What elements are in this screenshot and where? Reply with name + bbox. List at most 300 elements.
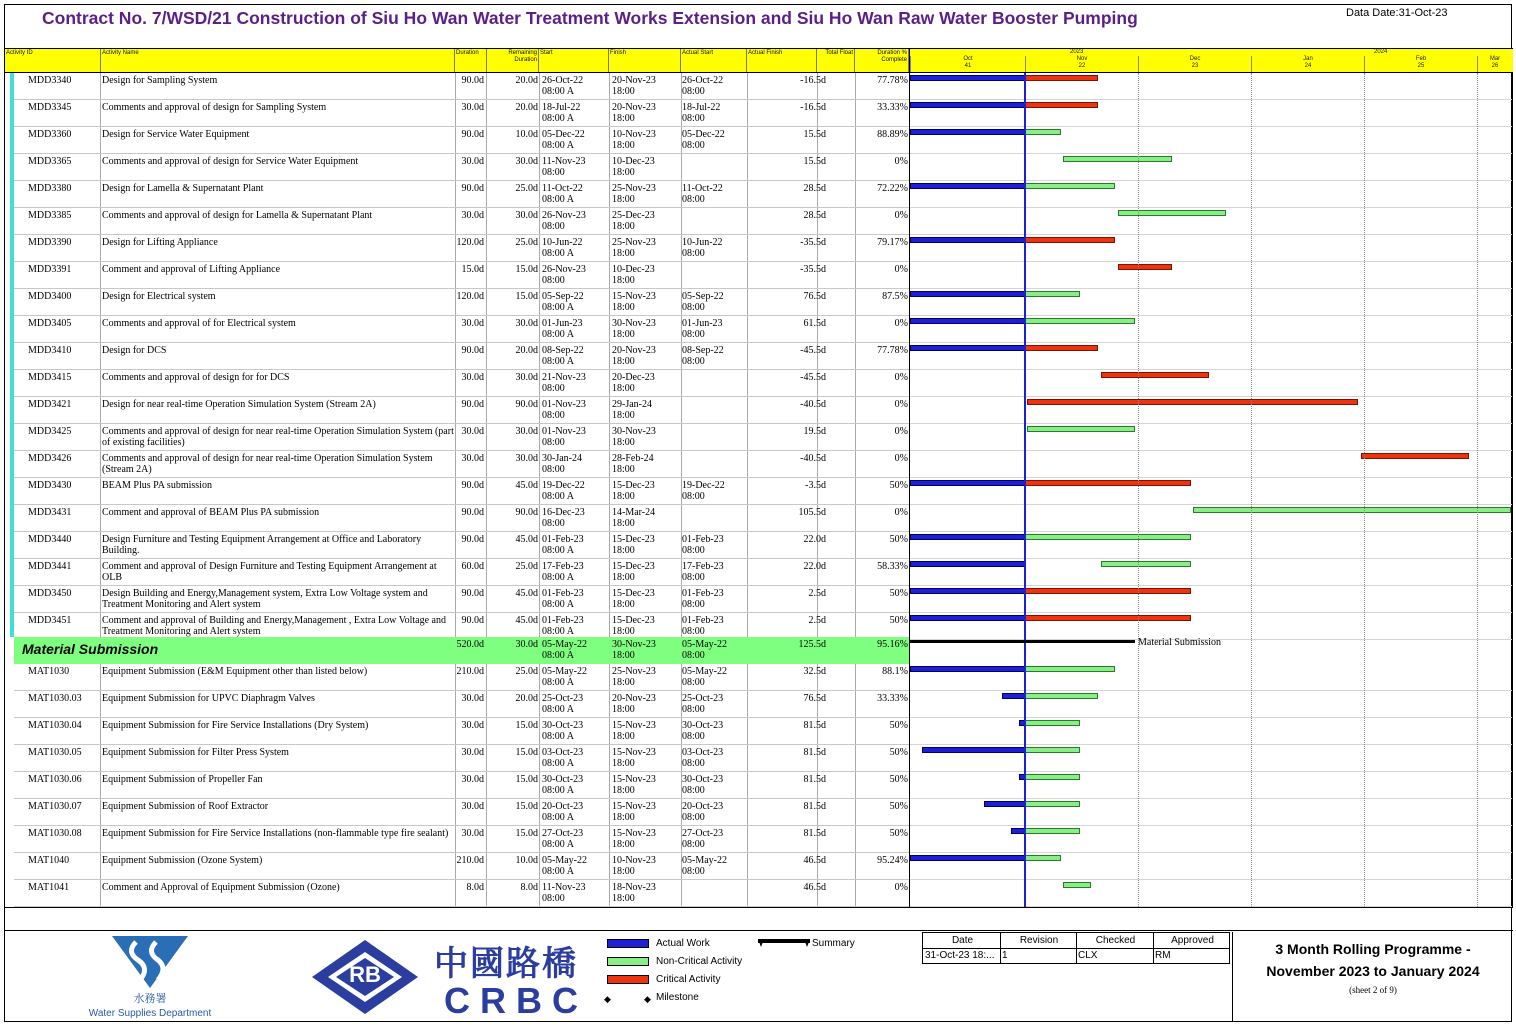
- duration: 90.0d: [461, 129, 484, 140]
- duration-pct: 88.89%: [877, 129, 908, 140]
- actual-work-bar[interactable]: [1002, 693, 1025, 699]
- tb-revision-value: 1: [1000, 948, 1077, 964]
- critical-activity-bar[interactable]: [1027, 399, 1358, 405]
- gantt-row-line: [910, 612, 1512, 613]
- month-gridline: [1251, 73, 1252, 907]
- duration-pct: 0%: [894, 318, 908, 329]
- activity-name: Equipment Submission (E&M Equipment other than listed below): [102, 666, 368, 677]
- total-float: 81.5d: [803, 801, 826, 812]
- duration-pct: 0%: [894, 156, 908, 167]
- table-row[interactable]: [14, 880, 909, 907]
- start: 21-Nov-23 08:00: [542, 372, 586, 394]
- activity-id: MAT1030: [28, 666, 70, 677]
- table-row[interactable]: [14, 664, 909, 691]
- wsd-english: Water Supplies Department: [88, 1008, 212, 1019]
- table-row[interactable]: [14, 262, 909, 289]
- duration: 30.0d: [461, 747, 484, 758]
- milestone-diamond-icon: ◆: [604, 994, 611, 1004]
- activity-id: MAT1030.03: [28, 693, 82, 704]
- total-float: -35.5d: [800, 264, 826, 275]
- activity-id: MDD3421: [28, 399, 72, 410]
- remaining-duration: 15.0d: [515, 720, 538, 731]
- actual-start: 01-Feb-23 08:00: [682, 588, 724, 610]
- non-critical-activity-bar[interactable]: [1025, 129, 1061, 135]
- activity-name: Design for Lifting Appliance: [102, 237, 218, 248]
- activity-name: Design Building and Energy,Management system, Extra Low Voltage system and Treatment Monitoring and Alert system: [102, 588, 428, 610]
- gantt-row-line: [910, 207, 1512, 208]
- activity-id: MDD3385: [28, 210, 72, 221]
- finish: 15-Nov-23 18:00: [612, 747, 656, 769]
- month-gridline: [1138, 73, 1139, 907]
- table-row[interactable]: [14, 154, 909, 181]
- remaining-duration: 25.0d: [515, 237, 538, 248]
- sheet-number: (sheet 2 of 9): [1349, 985, 1397, 995]
- col-duration[interactable]: Duration: [455, 49, 487, 72]
- table-row[interactable]: [14, 718, 909, 745]
- finish: 10-Nov-23 18:00: [612, 129, 656, 151]
- actual-start: 30-Oct-23 08:00: [682, 774, 724, 796]
- duration-pct: 77.78%: [877, 75, 908, 86]
- duration: 90.0d: [461, 480, 484, 491]
- summary-bar: [910, 640, 1135, 643]
- summary-duration: 520.0d: [456, 639, 484, 650]
- activity-name: Equipment Submission for Filter Press System: [102, 747, 289, 758]
- table-row[interactable]: [14, 826, 909, 853]
- gantt-row-line: [910, 531, 1512, 532]
- activity-id: MDD3360: [28, 129, 72, 140]
- table-row[interactable]: [14, 343, 909, 370]
- gantt-row-line: [910, 477, 1512, 478]
- col-start[interactable]: Start: [539, 49, 609, 72]
- col-total-float[interactable]: Total Float: [817, 49, 855, 72]
- non-critical-activity-bar[interactable]: [1025, 855, 1061, 861]
- activity-name: Comment and approval of Lifting Appliance: [102, 264, 281, 275]
- table-row[interactable]: [14, 772, 909, 799]
- duration-pct: 77.78%: [877, 345, 908, 356]
- start: 30-Jan-24 08:00: [542, 453, 582, 475]
- actual-start: 10-Jun-22 08:00: [682, 237, 723, 259]
- summary-row-material-submission[interactable]: [14, 637, 909, 664]
- col-finish[interactable]: Finish: [609, 49, 681, 72]
- remaining-duration: 15.0d: [515, 828, 538, 839]
- gantt-row-line: [910, 99, 1512, 100]
- total-float: 28.5d: [803, 183, 826, 194]
- activity-name: Design Furniture and Testing Equipment Arrangement at Office and Laboratory Building.: [102, 534, 422, 556]
- actual-start: 18-Jul-22 08:00: [682, 102, 721, 124]
- total-float: 76.5d: [803, 693, 826, 704]
- duration-pct: 50%: [889, 774, 908, 785]
- table-row[interactable]: [14, 559, 909, 586]
- total-float: -40.5d: [800, 453, 826, 464]
- legend-milestone-label: Milestone: [656, 992, 699, 1003]
- remaining-duration: 25.0d: [515, 561, 538, 572]
- start: 27-Oct-23 08:00 A: [542, 828, 584, 850]
- activity-name: Comment and approval of Design Furniture and Testing Equipment Arrangement at OLB: [102, 561, 437, 583]
- actual-work-bar[interactable]: [910, 615, 1025, 621]
- start: 11-Oct-22 08:00 A: [542, 183, 583, 205]
- table-row[interactable]: [14, 799, 909, 826]
- activity-name: Comments and approval of design for Service Water Equipment: [102, 156, 359, 167]
- non-critical-activity-bar[interactable]: [1063, 882, 1090, 888]
- actual-start: 05-Dec-22 08:00: [682, 129, 725, 151]
- finish: 20-Nov-23 18:00: [612, 345, 656, 367]
- page-title: Contract No. 7/WSD/21 Construction of Siu Ho Wan Water Treatment Works Extension and Siu Ho Wan Raw Water Booster Pumping: [42, 8, 1138, 28]
- non-critical-activity-bar[interactable]: [1025, 534, 1191, 540]
- gantt-area: [909, 73, 1513, 907]
- non-critical-activity-bar[interactable]: [1025, 801, 1080, 807]
- finish: 15-Nov-23 18:00: [612, 774, 656, 796]
- table-row[interactable]: [14, 613, 909, 640]
- non-critical-activity-bar[interactable]: [1063, 156, 1171, 162]
- start: 19-Dec-22 08:00 A: [542, 480, 585, 502]
- critical-activity-bar[interactable]: [1101, 372, 1209, 378]
- activity-name: Equipment Submission of Propeller Fan: [102, 774, 263, 785]
- table-row[interactable]: [14, 853, 909, 880]
- duration-pct: 50%: [889, 534, 908, 545]
- finish: 20-Nov-23 18:00: [612, 693, 656, 715]
- activity-name: Comments and approval of design for for DCS: [102, 372, 290, 383]
- start: 01-Jun-23 08:00 A: [542, 318, 583, 340]
- total-float: 61.5d: [803, 318, 826, 329]
- activity-name: Design for Service Water Equipment: [102, 129, 250, 140]
- gantt-row-line: [910, 690, 1512, 691]
- gantt-row-line: [910, 825, 1512, 826]
- col-remaining[interactable]: Remaining Duration: [487, 49, 539, 72]
- actual-work-bar[interactable]: [910, 345, 1025, 351]
- actual-work-bar[interactable]: [922, 747, 1026, 753]
- start: 18-Jul-22 08:00 A: [542, 102, 581, 124]
- non-critical-activity-bar[interactable]: [1025, 183, 1115, 189]
- col-duration-pct[interactable]: Duration % Complete: [855, 49, 909, 72]
- remaining-duration: 45.0d: [515, 480, 538, 491]
- activity-id: MAT1041: [28, 882, 70, 893]
- gantt-row-line: [910, 450, 1512, 451]
- actual-start: 05-May-22 08:00: [682, 855, 727, 877]
- non-critical-activity-bar[interactable]: [1025, 747, 1080, 753]
- rb-text: RB: [349, 962, 381, 987]
- start: 25-Oct-23 08:00 A: [542, 693, 584, 715]
- gantt-row-line: [910, 396, 1512, 397]
- activity-id: MAT1030.05: [28, 747, 82, 758]
- actual-work-bar[interactable]: [910, 666, 1025, 672]
- finish: 15-Nov-23 18:00: [612, 801, 656, 823]
- duration-pct: 0%: [894, 426, 908, 437]
- duration: 30.0d: [461, 426, 484, 437]
- actual-work-bar[interactable]: [910, 534, 1025, 540]
- critical-activity-bar[interactable]: [1025, 345, 1098, 351]
- finish: 15-Nov-23 18:00: [612, 291, 656, 313]
- duration: 30.0d: [461, 156, 484, 167]
- duration: 120.0d: [456, 291, 484, 302]
- gantt-row-line: [910, 879, 1512, 880]
- timescale-year: 2024: [1374, 49, 1388, 55]
- tb-approved-header: Approved: [1153, 933, 1230, 949]
- critical-activity-bar[interactable]: [1025, 588, 1191, 594]
- timescale-month: Jan 24: [1251, 56, 1364, 72]
- activity-name: Equipment Submission (Ozone System): [102, 855, 263, 866]
- legend-actual-swatch: [607, 939, 649, 948]
- legend-critical-swatch: [607, 975, 649, 984]
- non-critical-activity-bar[interactable]: [1025, 318, 1135, 324]
- legend-noncritical-label: Non-Critical Activity: [656, 956, 743, 967]
- milestone-diamond-icon: ◆: [644, 994, 651, 1004]
- duration: 30.0d: [461, 774, 484, 785]
- timescale-year: 2023: [1070, 49, 1084, 55]
- critical-activity-bar[interactable]: [1025, 480, 1191, 486]
- tb-approved-value: RM: [1155, 950, 1171, 961]
- activity-name: Comments and approval of for Electrical system: [102, 318, 296, 329]
- duration: 90.0d: [461, 588, 484, 599]
- table-row[interactable]: [14, 397, 909, 424]
- wsd-logo-icon: [108, 934, 192, 990]
- non-critical-activity-bar[interactable]: [1025, 291, 1080, 297]
- finish: 15-Dec-23 18:00: [612, 480, 655, 502]
- duration-pct: 0%: [894, 882, 908, 893]
- total-float: -16.5d: [800, 102, 826, 113]
- activity-id: MDD3405: [28, 318, 72, 329]
- finish: 30-Nov-23 18:00: [612, 426, 656, 448]
- start: 05-Dec-22 08:00 A: [542, 129, 585, 151]
- start: 01-Feb-23 08:00 A: [542, 534, 584, 556]
- actual-work-bar[interactable]: [910, 291, 1025, 297]
- activity-id: MDD3400: [28, 291, 72, 302]
- timescale-month: Dec 23: [1138, 56, 1251, 72]
- critical-activity-bar[interactable]: [1361, 453, 1469, 459]
- total-float: 32.5d: [803, 666, 826, 677]
- table-row[interactable]: [14, 370, 909, 397]
- table-row[interactable]: [14, 289, 909, 316]
- wsd-chinese: 水務署: [133, 993, 167, 1005]
- summary-bar-label: Material Submission: [1138, 637, 1222, 648]
- non-critical-activity-bar[interactable]: [1025, 720, 1080, 726]
- duration: 30.0d: [461, 102, 484, 113]
- total-float: 15.5d: [803, 156, 826, 167]
- activity-id: MDD3440: [28, 534, 72, 545]
- month-gridline: [1364, 73, 1365, 907]
- finish: 25-Nov-23 18:00: [612, 237, 656, 259]
- activity-name: Equipment Submission of Roof Extractor: [102, 801, 269, 812]
- summary-bar-icon: [758, 939, 810, 949]
- critical-activity-bar[interactable]: [1025, 102, 1098, 108]
- activity-name: Design for DCS: [102, 345, 167, 356]
- activity-name: Equipment Submission for Fire Service Installations (non-flammable type fire sealant): [102, 828, 449, 839]
- start: 01-Nov-23 08:00: [542, 399, 586, 421]
- summary-pct: 95.16%: [877, 639, 908, 650]
- col-activity-id[interactable]: Activity ID: [5, 49, 101, 72]
- actual-work-bar[interactable]: [910, 183, 1025, 189]
- table-row[interactable]: [14, 532, 909, 559]
- total-float: 22.0d: [803, 561, 826, 572]
- crbc-english: CRBC: [444, 980, 588, 1021]
- finish: 15-Dec-23 18:00: [612, 588, 655, 610]
- actual-work-bar[interactable]: [910, 588, 1025, 594]
- actual-work-bar[interactable]: [984, 801, 1025, 807]
- activity-id: MAT1040: [28, 855, 70, 866]
- critical-activity-bar[interactable]: [1118, 264, 1172, 270]
- total-float: 105.5d: [798, 507, 826, 518]
- actual-work-bar[interactable]: [910, 855, 1025, 861]
- activity-id: MAT1030.04: [28, 720, 82, 731]
- remaining-duration: 20.0d: [515, 693, 538, 704]
- remaining-duration: 25.0d: [515, 183, 538, 194]
- finish: 25-Nov-23 18:00: [612, 183, 656, 205]
- legend-summary-label: Summary: [812, 938, 855, 949]
- legend-critical-label: Critical Activity: [656, 974, 721, 985]
- duration: 30.0d: [461, 693, 484, 704]
- remaining-duration: 8.0d: [520, 882, 538, 893]
- start: 01-Nov-23 08:00: [542, 426, 586, 448]
- remaining-duration: 45.0d: [515, 588, 538, 599]
- gantt-row-line: [910, 771, 1512, 772]
- programme-title: [1240, 938, 1506, 982]
- duration: 210.0d: [456, 855, 484, 866]
- duration: 30.0d: [461, 801, 484, 812]
- col-actual-finish[interactable]: Actual Finish: [747, 49, 817, 72]
- total-float: -45.5d: [800, 345, 826, 356]
- table-row[interactable]: [14, 745, 909, 772]
- non-critical-activity-bar[interactable]: [1025, 774, 1080, 780]
- start: 16-Dec-23 08:00: [542, 507, 585, 529]
- actual-work-bar[interactable]: [910, 237, 1025, 243]
- summary-remaining: 30.0d: [515, 639, 538, 650]
- table-row[interactable]: [14, 316, 909, 343]
- activity-id: MDD3431: [28, 507, 72, 518]
- non-critical-activity-bar[interactable]: [1118, 210, 1226, 216]
- duration: 30.0d: [461, 372, 484, 383]
- tb-checked-value: CLX: [1076, 948, 1154, 964]
- total-float: 81.5d: [803, 774, 826, 785]
- critical-activity-bar[interactable]: [1025, 615, 1191, 621]
- month-gridline: [1477, 73, 1478, 907]
- table-row[interactable]: [14, 451, 909, 478]
- duration-pct: 0%: [894, 372, 908, 383]
- legend-actual-label: Actual Work: [656, 938, 710, 949]
- timescale-month: Mar 26: [1477, 56, 1512, 72]
- table-row[interactable]: [14, 586, 909, 613]
- remaining-duration: 10.0d: [515, 855, 538, 866]
- actual-start: 19-Dec-22 08:00: [682, 480, 725, 502]
- finish: 29-Jan-24 18:00: [612, 399, 652, 421]
- grid-bottom-border: [5, 907, 1513, 908]
- duration-pct: 50%: [889, 801, 908, 812]
- activity-name: Design for Sampling System: [102, 75, 218, 86]
- duration: 90.0d: [461, 507, 484, 518]
- activity-id: MDD3451: [28, 615, 72, 626]
- start: 11-Nov-23 08:00: [542, 882, 586, 904]
- remaining-duration: 15.0d: [515, 747, 538, 758]
- actual-work-bar[interactable]: [910, 102, 1025, 108]
- remaining-duration: 15.0d: [515, 291, 538, 302]
- activity-id: MDD3425: [28, 426, 72, 437]
- table-row[interactable]: [14, 505, 909, 532]
- remaining-duration: 30.0d: [515, 453, 538, 464]
- activity-name: Comments and approval of design for Lamella & Supernatant Plant: [102, 210, 373, 221]
- tb-date-header: Date: [923, 933, 1001, 949]
- table-row[interactable]: [14, 235, 909, 262]
- actual-work-bar[interactable]: [910, 129, 1025, 135]
- gantt-row-line: [910, 744, 1512, 745]
- non-critical-activity-bar[interactable]: [1027, 426, 1134, 432]
- remaining-duration: 30.0d: [515, 372, 538, 383]
- table-row[interactable]: [14, 208, 909, 235]
- actual-start: 17-Feb-23 08:00: [682, 561, 724, 583]
- critical-activity-bar[interactable]: [1025, 237, 1115, 243]
- gantt-row-line: [910, 585, 1512, 586]
- summary-finish: 30-Nov-23 18:00: [612, 639, 656, 661]
- duration: 15.0d: [461, 264, 484, 275]
- gantt-row-line: [910, 852, 1512, 853]
- actual-start: 26-Oct-22 08:00: [682, 75, 724, 97]
- tb-checked-header: Checked: [1076, 933, 1154, 949]
- table-row[interactable]: [14, 127, 909, 154]
- non-critical-activity-bar[interactable]: [1025, 666, 1115, 672]
- data-date: Data Date:31-Oct-23: [1346, 7, 1448, 19]
- duration-pct: 0%: [894, 264, 908, 275]
- non-critical-activity-bar[interactable]: [1025, 828, 1080, 834]
- total-float: 19.5d: [803, 426, 826, 437]
- gantt-row-line: [910, 153, 1512, 154]
- duration: 90.0d: [461, 183, 484, 194]
- non-critical-activity-bar[interactable]: [1025, 693, 1098, 699]
- non-critical-activity-bar[interactable]: [1193, 507, 1511, 513]
- activity-name: Comment and Approval of Equipment Submission (Ozone): [102, 882, 340, 893]
- table-row[interactable]: [14, 478, 909, 505]
- table-row[interactable]: [14, 424, 909, 451]
- gantt-row-line: [910, 423, 1512, 424]
- actual-start: 25-Oct-23 08:00: [682, 693, 724, 715]
- actual-work-bar[interactable]: [910, 75, 1025, 81]
- data-date-line: [1024, 73, 1026, 907]
- activity-id: MAT1030.06: [28, 774, 82, 785]
- activity-id: MDD3441: [28, 561, 72, 572]
- gantt-row-line: [910, 717, 1512, 718]
- activity-id: MDD3450: [28, 588, 72, 599]
- actual-work-bar[interactable]: [910, 318, 1025, 324]
- table-row[interactable]: [14, 181, 909, 208]
- duration-pct: 50%: [889, 747, 908, 758]
- actual-work-bar[interactable]: [910, 480, 1025, 486]
- total-float: -16.5d: [800, 75, 826, 86]
- col-actual-start[interactable]: Actual Start: [681, 49, 747, 72]
- start: 30-Oct-23 08:00 A: [542, 774, 584, 796]
- actual-start: 01-Feb-23 08:00: [682, 534, 724, 556]
- table-row[interactable]: [14, 691, 909, 718]
- gantt-row-line: [910, 126, 1512, 127]
- tb-revision-header: Revision: [1000, 933, 1077, 949]
- non-critical-activity-bar[interactable]: [1101, 561, 1191, 567]
- legend-noncritical-swatch: [607, 957, 649, 966]
- finish: 30-Nov-23 18:00: [612, 318, 656, 340]
- start: 26-Nov-23 08:00: [542, 210, 586, 232]
- duration-pct: 0%: [894, 210, 908, 221]
- summary-name: Material Submission: [22, 641, 159, 657]
- activity-id: MDD3345: [28, 102, 72, 113]
- col-activity-name[interactable]: Activity Name: [101, 49, 455, 72]
- actual-work-bar[interactable]: [910, 561, 1025, 567]
- actual-start: 11-Oct-22 08:00: [682, 183, 723, 205]
- gantt-row-line: [910, 558, 1512, 559]
- activity-id: MDD3380: [28, 183, 72, 194]
- duration-pct: 0%: [894, 507, 908, 518]
- critical-activity-bar[interactable]: [1025, 75, 1098, 81]
- activity-name: Comments and approval of design for near real-time Operation Simulation System (Stream 2A): [102, 453, 433, 475]
- table-row[interactable]: [14, 73, 909, 100]
- table-row[interactable]: [14, 100, 909, 127]
- start: 10-Jun-22 08:00 A: [542, 237, 583, 259]
- actual-work-bar[interactable]: [1011, 828, 1025, 834]
- duration-pct: 95.24%: [877, 855, 908, 866]
- activity-name: Comment and approval of BEAM Plus PA submission: [102, 507, 320, 518]
